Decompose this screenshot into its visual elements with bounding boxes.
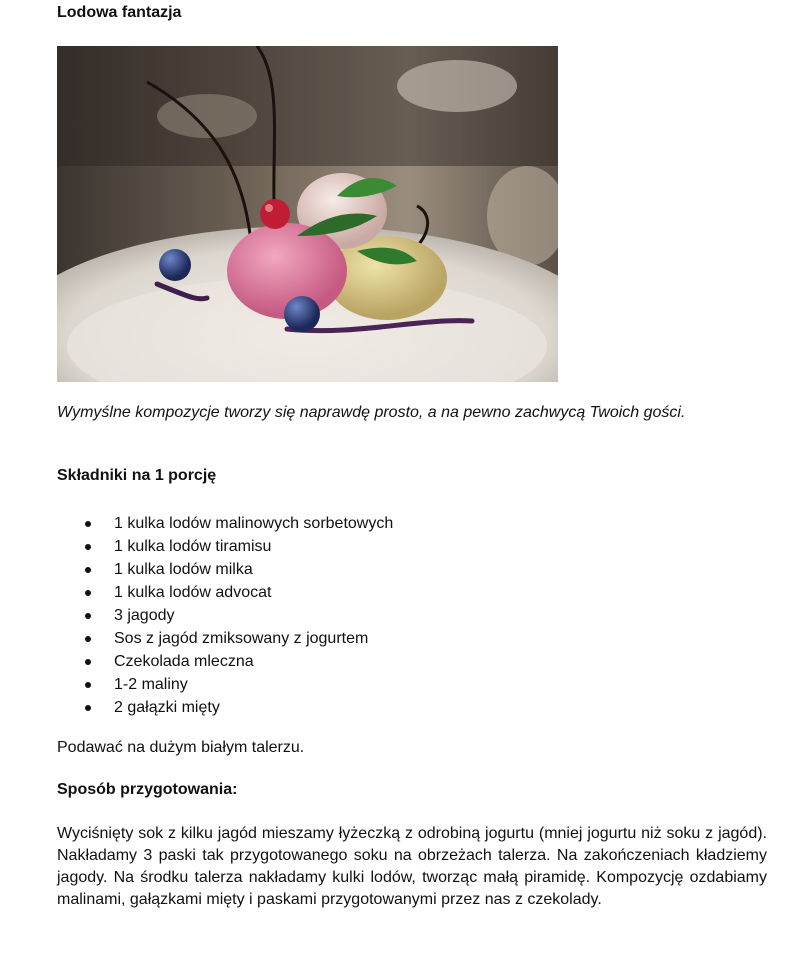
- list-item: 1 kulka lodów milka: [57, 558, 393, 581]
- serving-note: Podawać na dużym białym talerzu.: [57, 739, 305, 756]
- list-item: 1 kulka lodów tiramisu: [57, 535, 393, 558]
- list-item: 1 kulka lodów advocat: [57, 581, 393, 604]
- preparation-text: Wyciśnięty sok z kilku jagód mieszamy łyżeczką z odrobiną jogurtu (mniej jogurtu niż soku z jagód). Nakładamy 3 paski tak przygotowanego soku na obrzeżach talerza. Na zakończeniach kładziemy jagody. Na środku talerza nakładamy kulki lodów, tworząc małą piramidę. Kompozycję ozdabiamy malinami, gałązkami mięty i paskami przygotowanymi przez nas z czekolady.: [57, 825, 767, 908]
- bullet: [85, 544, 91, 550]
- list-item: 1 kulka lodów malinowych sorbetowych: [57, 512, 393, 535]
- ingredients-heading: Składniki na 1 porcję: [57, 467, 217, 484]
- bullet: [85, 705, 91, 711]
- recipe-title: Lodowa fantazja: [57, 4, 182, 21]
- dessert-photo: [57, 46, 558, 382]
- list-item: 2 gałązki mięty: [57, 696, 393, 719]
- preparation-heading: Sposób przygotowania:: [57, 781, 238, 798]
- bullet: [85, 659, 91, 665]
- bullet: [85, 613, 91, 619]
- bullet: [85, 521, 91, 527]
- list-item: 3 jagody: [57, 604, 393, 627]
- recipe-intro: Wymyślne kompozycje tworzy się naprawdę prosto, a na pewno zachwycą Twoich gości.: [57, 404, 686, 421]
- bullet: [85, 636, 91, 642]
- bullet: [85, 682, 91, 688]
- ingredients-list: [57, 512, 393, 719]
- list-item: Sos z jagód zmiksowany z jogurtem: [57, 627, 393, 650]
- bullet: [85, 590, 91, 596]
- list-item: 1-2 maliny: [57, 673, 393, 696]
- list-item: Czekolada mleczna: [57, 650, 393, 673]
- bullet: [85, 567, 91, 573]
